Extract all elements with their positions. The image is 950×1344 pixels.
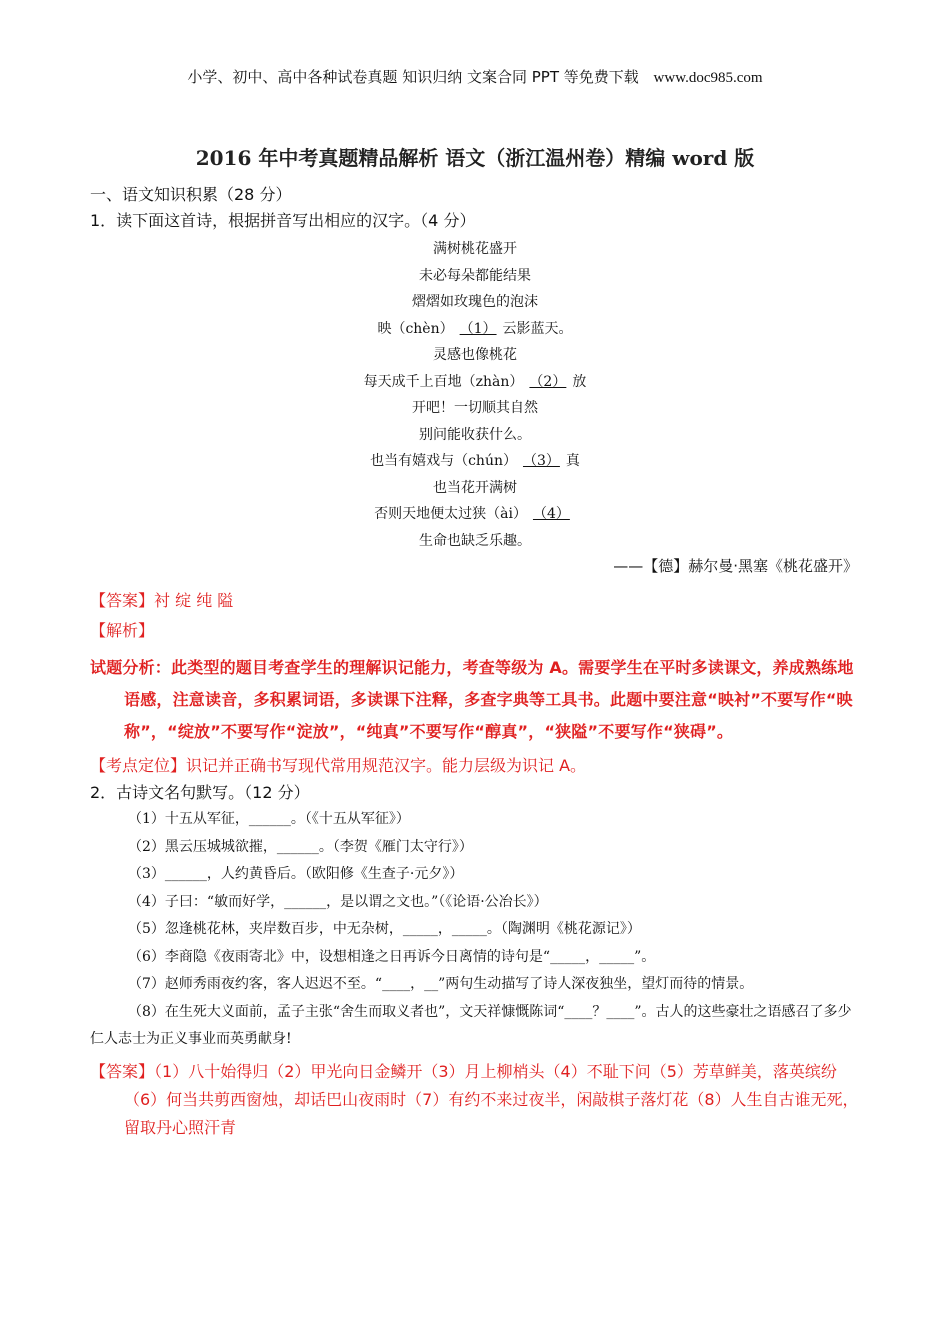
recitation-item: （2）黑云压城城欲摧，______。（李贺《雁门太守行》） bbox=[128, 838, 473, 855]
poem-line: 开吧！一切顺其自然 bbox=[412, 400, 538, 416]
answer-label: 【答案】 bbox=[90, 1061, 155, 1081]
page-header bbox=[0, 66, 950, 87]
poem-line bbox=[90, 316, 860, 343]
poem-line-pre: 也当有嬉戏与（chún） bbox=[370, 453, 517, 469]
poem-line bbox=[90, 369, 860, 396]
analysis-label: 【解析】 bbox=[90, 621, 155, 640]
recitation-item: （1）十五从军征，______。（《十五从军征》） bbox=[128, 811, 410, 827]
kaodian-label: 【考点定位】 bbox=[90, 756, 187, 775]
poem-line: 生命也缺乏乐趣。 bbox=[419, 532, 531, 549]
question-2-prompt: 2．古诗文名句默写。（12 分） bbox=[90, 783, 310, 802]
poem-attribution: ——【德】赫尔曼·黑塞《桃花盛开》 bbox=[613, 557, 858, 575]
poem-line-pre: 否则天地便太过狭（ài） bbox=[374, 506, 527, 522]
recitation-item: （5）忽逢桃花林，夹岸数百步，中无杂树，_____，_____。（陶渊明《桃花源记》） bbox=[128, 921, 641, 937]
poem-line: 熠熠如玫瑰色的泡沫 bbox=[412, 294, 538, 310]
poem-line: 满树桃花盛开 bbox=[433, 241, 517, 257]
answer-text: （1）八十始得归（2）甲光向日金鳞开（3）月上柳梢头（4）不耻下问（5）芳草鲜美，落英缤纷（6）何当共剪西窗烛，却话巴山夜雨时（7）有约不来过夜半，闲敲棋子落灯花（8）人生自古谁无死，留取丹心照汗青 bbox=[124, 1061, 859, 1137]
poem-line: 也当花开满树 bbox=[433, 479, 517, 496]
question-2-answer bbox=[90, 1058, 860, 1142]
recitation-item: （3）______，人约黄昏后。（欧阳修《生查子·元夕》） bbox=[128, 866, 464, 882]
poem-line: 未必每朵都能结果 bbox=[419, 267, 531, 284]
recitation-item: （4）子曰：“敏而好学，______，是以谓之文也。”（《论语·公冶长》） bbox=[128, 893, 548, 910]
poem-line-pre: 每天成千上百地（zhàn） bbox=[363, 373, 524, 390]
poem-line-post: 云影蓝天。 bbox=[502, 320, 573, 337]
poem-blank-2: （2） bbox=[529, 373, 567, 390]
answer-label: 【答案】 bbox=[90, 591, 155, 610]
recitation-item: （7）赵师秀雨夜约客，客人迟迟不至。“____，__”两句生动描写了诗人深夜独坐，望灯而待的情景。 bbox=[128, 976, 754, 992]
poem-line-pre: 映（chèn） bbox=[377, 320, 454, 337]
header-text: 小学、初中、高中各种试卷真题 知识归纳 文案合同 PPT 等免费下载 bbox=[187, 68, 639, 86]
poem-line: 别问能收获什么。 bbox=[419, 426, 531, 443]
poem-line-post: 真 bbox=[565, 453, 580, 469]
answer-text: 衬 绽 纯 隘 bbox=[154, 591, 234, 610]
recitation-item: （8）在生死大义面前，孟子主张“舍生而取义者也”，文天祥慷慨陈词“____？____”。古人的这些豪壮之语感召了多少仁人志士为正义事业而英勇献身! bbox=[90, 1003, 852, 1047]
poem-blank-1: （1） bbox=[459, 320, 497, 337]
section-heading: 一、语文知识积累（28 分） bbox=[90, 185, 292, 204]
header-url[interactable]: www.doc985.com bbox=[653, 70, 763, 86]
kaodian bbox=[90, 752, 860, 780]
poem-line bbox=[90, 448, 860, 475]
poem-line bbox=[90, 501, 860, 528]
recitation-item: （6）李商隐《夜雨寄北》中，设想相逢之日再诉今日离情的诗句是“_____，_____”。 bbox=[128, 948, 656, 965]
poem-line-post: 放 bbox=[572, 373, 587, 390]
kaodian-text: 识记并正确书写现代常用规范汉字。能力层级为识记 A。 bbox=[186, 756, 587, 775]
document-title: 2016 年中考真题精品解析 语文（浙江温州卷）精编 word 版 bbox=[195, 146, 755, 170]
question-1-answer bbox=[90, 586, 860, 616]
analysis-text: 试题分析：此类型的题目考查学生的理解识记能力，考查等级为 A。需要学生在平时多读课文，养成熟练地语感，注意读音，多积累词语，多读课下注释，多查字典等工具书。此题中要注意“映衬”不要写作“映称”，“绽放”不要写作“淀放”，“纯真”不要写作“醇真”，“狭隘”不要写作“狭碍”。 bbox=[90, 658, 854, 741]
poem-line: 灵感也像桃花 bbox=[433, 347, 517, 363]
document-body bbox=[90, 182, 860, 1142]
poem-blank-4: （4） bbox=[532, 506, 570, 522]
poem-blank-3: （3） bbox=[522, 453, 560, 469]
poem bbox=[90, 236, 860, 554]
question-1-prompt: 1．读下面这首诗，根据拼音写出相应的汉字。（4 分） bbox=[90, 211, 476, 230]
